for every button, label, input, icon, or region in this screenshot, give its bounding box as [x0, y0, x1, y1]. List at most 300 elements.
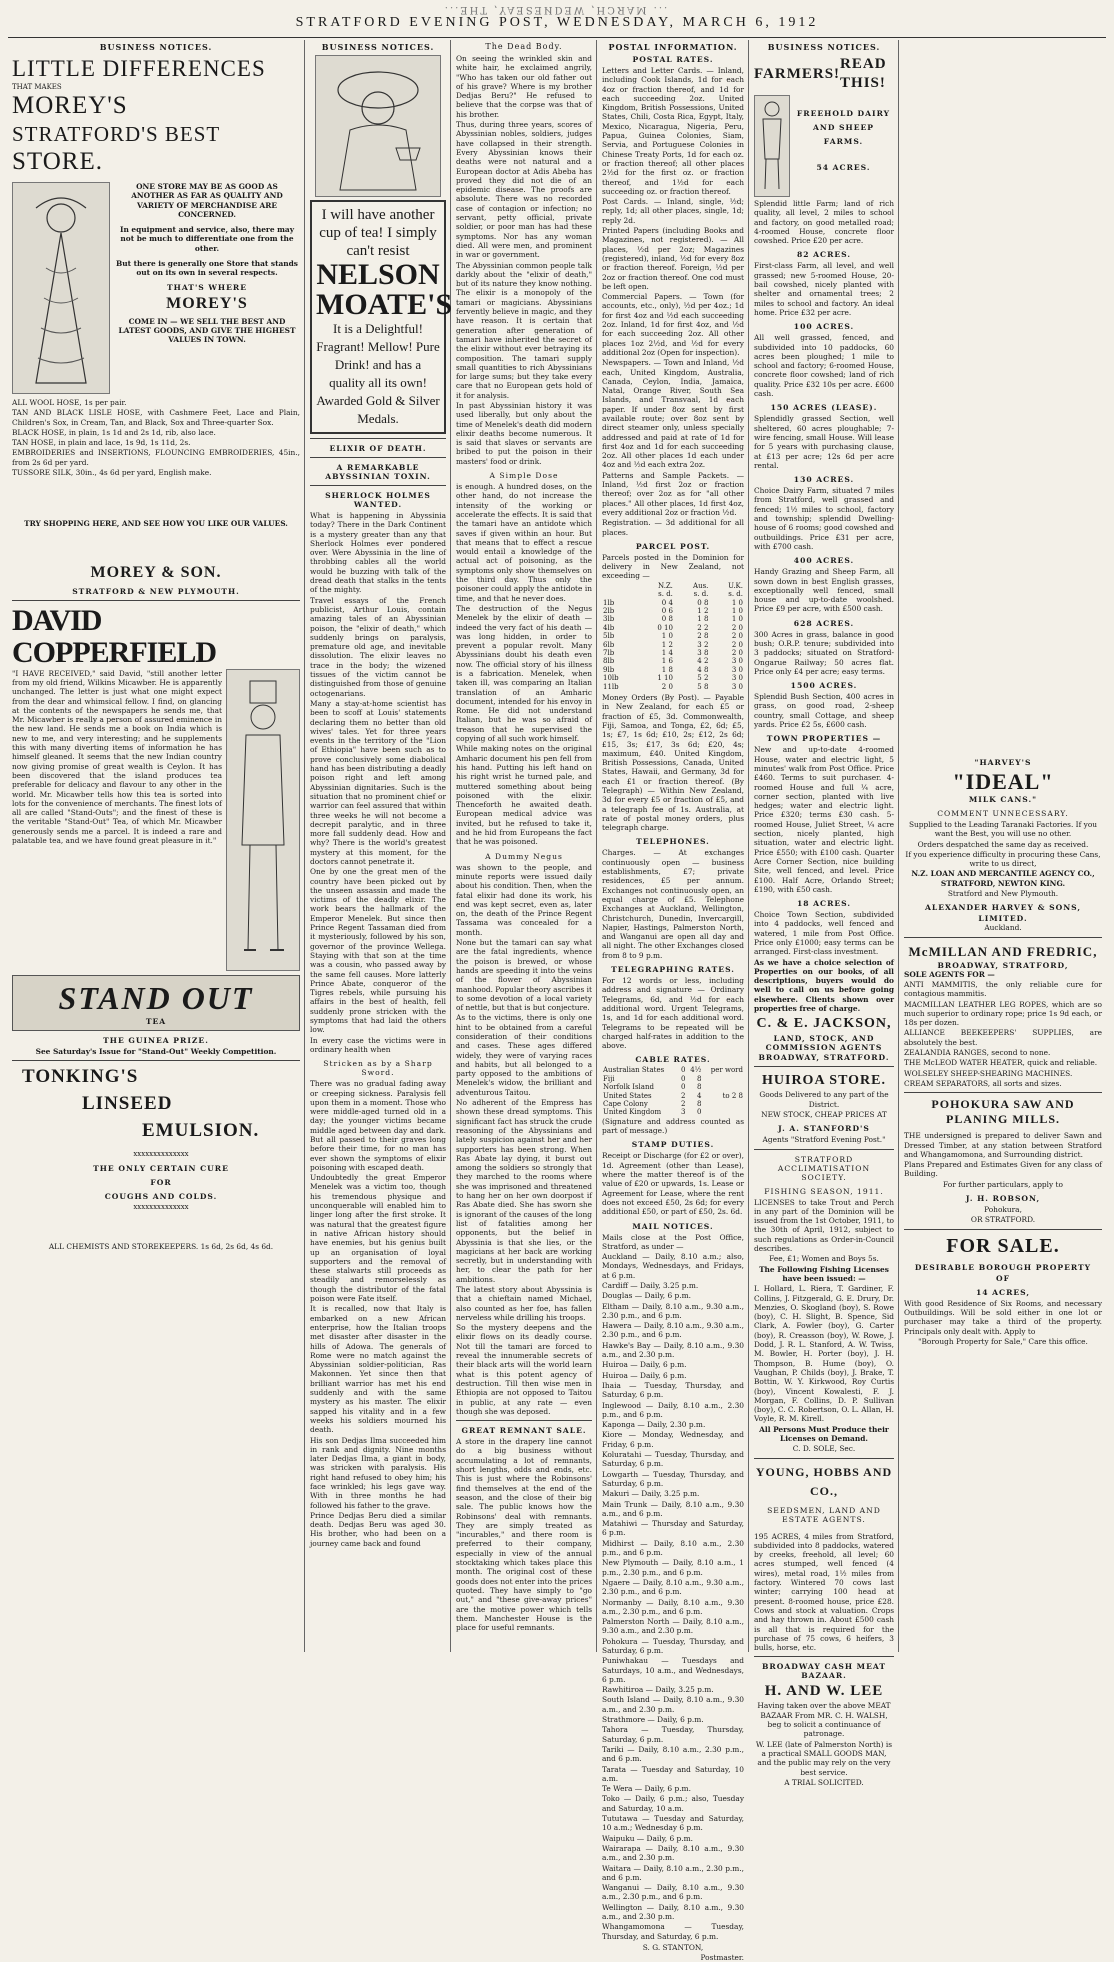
ad-item: ZEALANDIA RANGES, second to none. — [904, 1048, 1051, 1058]
column-rule — [304, 40, 305, 1652]
ad-headline: STORE. — [12, 148, 103, 175]
postal-rate: Registration. — 3d additional for all places. — [602, 518, 744, 537]
mail-notice-item: Hawera — Daily, 8.10 a.m., 9.30 a.m., 2.30 p.m., and 6 p.m. — [602, 1321, 744, 1340]
table-row — [602, 674, 744, 682]
listing-size: 18 ACRES. — [796, 899, 852, 909]
table-cell: 5 2 — [697, 674, 709, 683]
ad-text: THAT MAKES — [12, 83, 62, 91]
table-row — [602, 1092, 744, 1100]
article-paragraph: Prince Dedjas Beru died a similar death. Dedjas Beru was aged 30. His brother, who had been on a journey came back and found — [310, 1510, 446, 1548]
article-paragraph: No adherent of the Empress has shown these dread symptoms. This significant fact has struck the crude reasoning of the Abyssinians and lately suspicion against her and her supporters has been strong. When Ras Abate lay dying, it burst out among the soldiers so strongly that they marched to the rooms where she was imprisoned and threatened to hang her on her own doorpost if Ras Abate died. She has sworn she is ignorant of the causes of the long list of fatalities among her opponents, but the belief in Abyssinia is that she lies, or the magicians at her back are working secretly, but in understanding with her, to clear the path for her ambitions. — [456, 1098, 592, 1284]
article-paragraph: In every case the victims were in ordinary health when — [310, 1035, 446, 1054]
ad-subheadline: 14 ACRES, — [975, 1287, 1031, 1297]
table-row — [602, 1066, 744, 1074]
huiroa-store-advertisement — [754, 1071, 894, 1144]
table-row — [602, 657, 744, 665]
nelson-moate-tea-advertisement — [310, 55, 453, 434]
ad-item: MACMILLAN LEATHER LEG ROPES, which are so much superior to ordinary rope; price 1s 9d each, or 18s per dozen. — [904, 999, 1102, 1028]
table-cell: 1 4 — [661, 648, 673, 657]
mcmillan-fredric-advertisement — [904, 942, 1102, 1089]
table-cell: 0 10 — [657, 623, 673, 632]
postal-rate: Newspapers. — Town and Inland, ½d each, United Kingdom, Australia, Canada, Ceylon, India, Jamaica, Natal, Orange River, South Sea Islands, and Transvaal, 1d each paper. If under 8oz sent by first available route; over 8oz sent by direct steamer only, unless specially addressed and paid at rate of 1d for first 4oz and 1d for each succeeding 2oz. All other places 1d each under 4oz and ½d each extra 2oz. — [602, 358, 744, 470]
firm-name: LIMITED. — [978, 914, 1028, 924]
table-row — [602, 615, 744, 623]
table-row — [602, 666, 744, 674]
table-cell: 2 0 — [731, 623, 743, 632]
table-cell: 0 8 — [661, 615, 673, 624]
table-header-row — [602, 590, 744, 598]
firm-name: J. H. ROBSON, — [965, 1194, 1041, 1204]
mail-notice-item: Midhirst — Daily, 8.10 a.m., 2.30 p.m., and 6 p.m. — [602, 1538, 744, 1558]
mail-notice-item: Toko — Daily, 6 p.m.; also, Tuesday and Saturday, 10 a.m. — [602, 1794, 744, 1813]
table-cell: per word — [710, 1066, 743, 1075]
article-paragraph: The latest story about Abyssinia is that a chieftain named Michael, also counted as her foe, has fallen nerveless while drilling his troops. — [456, 1285, 592, 1322]
brand-subtitle: TEA — [145, 1016, 167, 1026]
mail-notice-item: Tahora — Tuesday, Thursday, Saturday, 6 p.m. — [602, 1725, 744, 1744]
morey-advertisement — [12, 55, 300, 596]
tea-ad-panel — [310, 200, 453, 434]
table-cell: s. d. — [693, 590, 709, 599]
table-cell: 3lb — [603, 615, 615, 624]
section-header: BUSINESS NOTICES. — [321, 42, 435, 52]
ad-text: ALL CHEMISTS AND STOREKEEPERS. 1s 6d, 2s 6d, 4s 6d. — [48, 1241, 274, 1251]
table-cell: 8lb — [603, 657, 615, 666]
table-cell: Aus. — [693, 581, 709, 590]
firm-address: BROADWAY, STRATFORD, — [937, 960, 1069, 970]
postal-rate: Receipt or Discharge (for £2 or over), 1d. Agreement (other than Lease), where the matter thereof is of the value of £20 or upwards, 1s. Lease or Agreement for Lease, where the rent does not exceed £50, 2s 6d; for every additional £50, or part of £50, 2s. 6d. — [602, 1151, 744, 1217]
article-paragraph: was shown to the people, and minute reports were issued daily about his condition. Then, when the fatal elixir had done its work, his end was kept secret, even as, later on, the death of the Prince Regent Tassama was concealed for a month. — [456, 862, 592, 937]
ad-item: EMBROIDERIES and INSERTIONS, FLOUNCING EMBROIDERIES, 45in., from 2s 6d per yard. — [12, 448, 300, 467]
postal-rate: Letters and Letter Cards. — Inland, including Cook Islands, 1d for each 4oz or fraction thereof, and 1d for each succeeding 2oz. United Kingdom, British Possessions, United States, Chili, Costa Rica, Egypt, Italy, Mexico, Nicaragua, Nigeria, Peru, Papua, Guinea Colonies, Siam, Servia, and Portuguese Colonies in Chinese Treaty Ports, 1d for each oz. or fraction thereof; all other places 2½d for the first oz. or fraction thereof, and 1½d for each succeeding oz. or fraction thereof. — [602, 66, 744, 196]
listing-text: Splendid Bush Section, 400 acres in grass, on good road, 2-sheep country, small Cottage, and sheep yards. Price £2 5s, £600 cash. — [754, 692, 894, 730]
stand-out-tea-advertisement — [12, 605, 300, 1056]
tonkings-emulsion-advertisement — [12, 1067, 300, 1251]
table-cell: 2 0 — [731, 640, 743, 649]
column-2 — [306, 40, 453, 1652]
listing-size: TOWN PROPERTIES — — [766, 734, 882, 744]
ad-text: Stratford and New Plymouth. — [947, 889, 1059, 899]
mail-notice-item: Puniwhakau — Tuesdays and Saturdays, 10 a.m., and Wednesdays, 6 p.m. — [602, 1656, 744, 1684]
ad-item: WOLSELEY SHEEP-SHEARING MACHINES. — [904, 1068, 1073, 1078]
mail-notice-item: Kiore — Monday, Wednesday, and Friday, 6 p.m. — [602, 1430, 744, 1449]
column-rule — [450, 40, 451, 1652]
ad-item: CREAM SEPARATORS, all sorts and sizes. — [904, 1078, 1062, 1088]
ad-text: NEW STOCK, CHEAP PRICES AT — [761, 1109, 887, 1119]
table-cell: 8 — [697, 1074, 702, 1083]
article-paragraph: There was no gradual fading away or creeping sickness. Paralysis fell upon them in a moment. Those who were middle-aged turned old in a day; the younger victims became middle aged between day and dark. But all passed to their graves long before their time, for no man has ever shown the symptoms of elixir poisoning with escaped death. — [310, 1079, 446, 1172]
ad-headline: FOR SALE. — [946, 1234, 1060, 1257]
ad-subheadline: MILK CANS." — [968, 795, 1038, 804]
column-rule — [898, 40, 899, 1652]
article-paragraph: Thus, during three years, scores of Abyssinian nobles, soldiers, judges have collapsed in their strength. Every Abyssinian knows their deaths were not natural and a European doctor at Adis Abeba has proved they did not die of an epidemic disease. The proofs are absolute. There was no recorded case of contagion or infection; no servant, petty official, private soldier, or poor man has had these symptoms. Nor has any woman died. All were men, and prominent in war or government. — [456, 120, 592, 260]
mail-notice-item: Lowgarth — Tuesday, Thursday, and Saturday, 6 p.m. — [602, 1469, 744, 1488]
ad-item: BLACK HOSE, in plain, 1s 1d and 2s 1d, rib, also lace. — [12, 427, 216, 437]
ad-item: TAN HOSE, in plain and lace, 1s 9d, 1s 11d, 2s. — [12, 438, 191, 448]
mail-notice-item: Waitara — Daily, 8.10 a.m., 2.30 p.m., and 6 p.m. — [602, 1863, 744, 1882]
table-cell: 1 8 — [697, 615, 709, 624]
article-paragraph: While making notes on the original Amharic document his pen fell from his hand. Putting his left hand on his right wrist he turned pale, and muttered something about being poisoned with the elixir. Thenceforth he awaited death. European medical advice was invited, but he refused to take it, and he hid from Europeans the fact that he was poisoned. — [456, 744, 592, 847]
table-row — [602, 683, 744, 691]
cable-rates-table — [602, 1066, 744, 1116]
table-cell: 0 — [680, 1074, 686, 1083]
ad-text: Goods Delivered to any part of the District. — [759, 1090, 889, 1109]
ad-text: THE undersigned is prepared to deliver Sawn and Dressed Timber, at any station between Stratford and Whangamomona, and Surrounding district. — [904, 1131, 1102, 1159]
mail-notice-item: Tariki — Daily, 8.10 a.m., 2.30 p.m., and 6 p.m. — [602, 1744, 744, 1764]
notice-title: FISHING SEASON, 1911. — [764, 1186, 884, 1196]
listing-size: 628 ACRES. — [793, 618, 855, 628]
mail-notice-item: Wanganui — Daily, 8.10 a.m., 9.30 a.m., 2.30 p.m., and 6 p.m. — [602, 1883, 744, 1902]
article-crosshead: Stricken as by a Sharp Sword. — [323, 1059, 433, 1078]
firm-name: C. & E. JACKSON, — [756, 1016, 892, 1032]
table-cell: 4lb — [603, 623, 615, 632]
ad-headline: TONKING'S — [22, 1065, 139, 1087]
brand-name: NELSON MOATE'S — [316, 258, 453, 321]
article-title: GREAT REMNANT SALE. — [461, 1426, 587, 1436]
ad-headline: READ THIS! — [840, 56, 887, 91]
ad-text: For further particulars, apply to — [943, 1179, 1063, 1189]
farmer-illustration — [754, 95, 790, 197]
table-cell: s. d. — [728, 590, 743, 599]
ad-subheadline: "HARVEY'S — [974, 758, 1032, 767]
section-header: POSTAL INFORMATION. — [608, 42, 738, 52]
table-cell: 2 — [680, 1091, 686, 1100]
table-row — [602, 624, 744, 632]
listing-note: As we have a choice selection of Properties on our books, of all descriptions, buyers would do well to call on us before going elsewhere. Clients shown over properties free of charge. — [754, 957, 894, 1014]
mail-notice-item: New Plymouth — Daily, 8.10 a.m., 1 p.m., 2.30 p.m., and 6 p.m. — [602, 1558, 744, 1577]
mail-notice-item: Ngaere — Daily, 8.10 a.m., 9.30 a.m., 2.30 p.m., and 6 p.m. — [602, 1577, 744, 1597]
mail-notice-item: Huiroa — Daily, 6 p.m. — [602, 1360, 687, 1370]
firm-address: STRATFORD & NEW PLYMOUTH. — [72, 586, 240, 596]
article-crosshead: A Dummy Negus — [485, 851, 563, 861]
listing-text: New and up-to-date 4-roomed House, water and electric light, 5 minutes' walk from Post Office. Price £460. Terms to suit purchaser. 4-roomed House and full ¼ acre, corner section, planted with live hedges; water and electric light. Price £320; terms £30 cash. 5-roomed House, Juliet Street, ¼ acre section, nicely planted, high situation, water and electric light. Price £550; with £100 cash. Quarter Acre Corner Section, nice building Site, well fenced, and level. Price £100. Half Acre, Orlando Street; £190, with £50 cash. — [754, 745, 894, 894]
mail-notice-item: Pohokura — Tuesday, Thursday, and Saturday, 6 p.m. — [602, 1636, 744, 1655]
woman-with-teacup-illustration — [315, 55, 441, 197]
column-6 — [900, 40, 1106, 1652]
bleed-through-text: ...ƎHT ,YAƎƧƎИDƎW ,HƆЯAM ... — [444, 4, 670, 15]
article-paragraph: In past Abyssinian history it was used liberally, but only about the time of Menelek's death did modern elixir deaths become numerous. It is said that slaves or servants are bribed to put the poison in their masters' food or drink. — [456, 400, 592, 466]
mail-notice-item: Makuri — Daily, 3.25 p.m. — [602, 1489, 700, 1499]
article-paragraph: One by one the great men of the country have been picked out by the unseen assassin and made the victims of the deadly elixir. The work bears the hallmark of the Emperor Menelek. But since then Prince Regent Tassaman died from it mysteriously, followed by his son, governor of the province Wellega. Staying with that son at the time was a cousin, who passed away by the same fell causes. More latterly Prince Abate, conqueror of the Tigres rebels, while pursuing his affairs in the best of health, fell suddenly prone stricken with the symptoms that had laid the others low. — [310, 867, 446, 1035]
mail-notice-item: Douglas — Daily, 6 p.m. — [602, 1291, 691, 1301]
column-rule — [596, 40, 597, 1652]
listing-size: 130 ACRES. — [793, 475, 855, 485]
article-paragraph: So the mystery deepens and the elixir flows on its deadly course. Not till the tamari are forced to reveal the innumerable secrets of their black arts will the world learn what is this potent agency of destruction. Till then wise men in Ethiopia are not opposed to Taitou in public, at any rate — even though she was deposed. — [456, 1323, 592, 1416]
table-cell: to 2 8 — [722, 1091, 743, 1100]
ad-rule-text: xxxxxxxxxxxxxx — [133, 1202, 189, 1211]
table-cell: s. d. — [658, 590, 673, 599]
section-subheader: MAIL NOTICES. — [632, 1221, 714, 1231]
ad-text: TRY SHOPPING HERE, AND SEE HOW YOU LIKE OUR VALUES. — [24, 519, 288, 529]
for-sale-advertisement — [904, 1234, 1102, 1346]
table-cell — [702, 1108, 744, 1116]
ad-text: COME IN — WE SELL THE BEST AND LATEST GOODS, AND GIVE THE HIGHEST VALUES IN TOWN. — [118, 316, 296, 345]
table-cell: Norfolk Island — [603, 1083, 654, 1092]
article-paragraph: What is happening in Abyssinia today? There in the Dark Continent is a mystery greater than any that Sherlock Holmes ever pondered over. Were Abyssinia in the line of throbbing cables all the world would be buzzing with talk of the dread death that stalks in the tents of the mighty. — [310, 511, 446, 595]
mail-notice-item: Rawhitiroa — Daily, 3.25 p.m. — [602, 1685, 714, 1695]
ad-slogan: It is a Delightful! Fragrant! Mellow! Pure Drink! and has a quality all its own! Awarded Gold & Silver Medals. — [316, 321, 440, 426]
ad-text: SOLE AGENTS FOR — — [904, 969, 995, 979]
ad-headline: MOREY'S — [166, 294, 248, 312]
table-cell: 4 — [697, 1091, 702, 1100]
article-paragraph: Many a stay-at-home scientist has been to scoff at Louis' statements declaring them no better than old wives' tales. Yet for three years events in the territory of the "Lion of Ethiopia" have been such as to prove conclusively some diabolical hand has been distributing a deadly poison right and left among Abyssinian dignitaries. Such is the situation that no prominent chief or warrior can feel assured that within three weeks he will not become a decrepit paralytic, and in three more fall suddenly dead. How and why? There is the world's greatest mystery at this moment, for the doctors cannot penetrate it. — [310, 698, 446, 866]
table-cell: 2lb — [603, 606, 615, 615]
listing-text: Splendidly grassed Section, well sheltered, 60 acres ploughable; 7-wire fencing, small House. Will lease for 5 years with purchasing clause, at £13 per acre; 12s 6d per acre rental. — [754, 414, 894, 470]
mail-notice-item: Tarata — Tuesday and Saturday, 10 a.m. — [602, 1764, 744, 1783]
ad-headline: FARMERS! — [754, 65, 841, 82]
listing-size: 400 ACRES. — [793, 556, 855, 566]
table-cell: 1 0 — [731, 598, 743, 607]
notice-text: LICENSES to take Trout and Perch in any part of the Dominion will be issued from the 1st October, 1911, to the 30th of April, 1912, subject to such regulations as Order-in-Council describes. — [754, 1197, 894, 1254]
stand-out-banner — [12, 975, 300, 1031]
table-cell — [602, 590, 638, 598]
firm-name: MOREY & SON. — [90, 563, 222, 581]
mail-notice-item: Waipuku — Daily, 6 p.m. — [602, 1833, 693, 1843]
ad-subheadline: DESIRABLE BOROUGH PROPERTY — [914, 1262, 1092, 1272]
ad-text: Supplied to the Leading Taranaki Factories. If you want the Best, you will use no other. — [908, 820, 1098, 839]
table-cell — [702, 1083, 744, 1091]
table-row — [602, 1108, 744, 1116]
table-cell: 4 8 — [697, 665, 709, 674]
notice-signature: C. D. SOLE, Sec. — [792, 1444, 856, 1454]
pohokura-mills-advertisement — [904, 1097, 1102, 1224]
table-cell: 3 8 — [697, 648, 709, 657]
farm-listings-advertisement — [754, 55, 894, 1062]
article-crosshead: The Dead Body. — [485, 42, 563, 51]
ad-rule-text: xxxxxxxxxxxxxx — [133, 1149, 189, 1158]
table-cell: 8 — [697, 1083, 702, 1092]
table-cell: 1 10 — [657, 674, 673, 683]
article-paragraph: His son Dedjas Ilma succeeded him in rank and dignity. Nine months later Dedjas Ilma, a giant in body, was stricken with paralysis. His right hand refused to obey him; his face wrinkled; his legs gave way. With in three months he had followed his father to the grave. — [310, 1435, 446, 1510]
table-cell: 1 2 — [661, 640, 673, 649]
table-cell: 2 0 — [731, 648, 743, 657]
ad-text: THAT'S WHERE — [167, 282, 247, 292]
section-subheader: TELEGRAPHING RATES. — [611, 965, 735, 975]
young-hobbs-advertisement — [754, 1463, 894, 1653]
mail-notice-item: Whangamomona — Tuesday, Thursday, and Saturday, 6 p.m. — [602, 1922, 744, 1941]
ad-subheadline: OF — [995, 1273, 1010, 1283]
mail-notice-item: South Island — Daily, 8.10 a.m., 9.30 a.m., and 2.30 p.m. — [602, 1695, 744, 1714]
notice-text: Fee, £1; Women and Boys 5s. — [769, 1254, 879, 1264]
ad-text: ONE STORE MAY BE AS GOOD AS ANOTHER AS FAR AS QUALITY AND VARIETY OF MERCHANDISE ARE CONCERNED. — [131, 182, 283, 219]
masthead-rule — [8, 37, 1106, 38]
mail-notice-item: Cardiff — Daily, 3.25 p.m. — [602, 1281, 699, 1290]
table-cell: 1 6 — [661, 657, 673, 666]
table-row — [602, 632, 744, 640]
table-cell: 3 0 — [731, 674, 743, 683]
postal-rate: Money Orders (By Post). — Payable in New Zealand, for each £5 or fraction of £5, 3d. Commonwealth, Fiji, Samoa, and Tonga, £2, 6d; £5, 1s; £7, 1s 6d; £10, 2s; £12, 2s 6d; £15, 3s; £17, 3s 6d; £20, 4s; maximum, £40. United Kingdom, British Possessions, Canada, United States, Hawaii, and Germany, 3d for each £1 or fraction thereof. (By Telegraph) — Within New Zealand, 3d for every £5 or fraction of £5, and a telegraph fee of 1s. Australia, at rate of postal money orders, plus telegraph charge. — [602, 693, 744, 833]
ad-headline: EMULSION. — [142, 1119, 260, 1141]
table-cell: 3 0 — [731, 682, 743, 691]
firm-name: H. AND W. LEE — [764, 1683, 884, 1700]
ad-text: A TRIAL SOLICITED. — [784, 1777, 864, 1787]
masthead — [0, 4, 1114, 36]
ad-headline: MOREY'S — [12, 92, 128, 119]
ad-item: ALL WOOL HOSE, 1s per pair. — [12, 398, 127, 407]
mail-notice-item: Inglewood — Daily, 8.10 a.m., 2.30 p.m., and 6 p.m. — [602, 1400, 744, 1419]
firm-business: LAND, STOCK, AND COMMISSION AGENTS — [765, 1034, 883, 1053]
ad-item: TAN AND BLACK LISLE HOSE, with Cashmere Feet, Lace and Plain, Children's Sox, in Cream, Tan, and Black, Sox and Three-quarter Sox. — [12, 408, 300, 427]
ad-text: With good Residence of Six Rooms, and necessary Outbuildings. Will be sold either in one lot or purchaser may take a third of the property. Principals only dealt with. Apply to — [904, 1298, 1102, 1336]
section-subheader: STAMP DUTIES. — [631, 1140, 715, 1150]
table-row — [602, 607, 744, 615]
table-cell: 5 8 — [697, 682, 709, 691]
table-cell: 1 0 — [731, 606, 743, 615]
table-cell: 0 — [680, 1066, 686, 1075]
ad-headline: STRATFORD'S BEST — [12, 122, 221, 146]
ad-text: W. LEE (late of Palmerston North) is a practical SMALL GOODS MAN, and the public may rely on the very best service. — [755, 1739, 893, 1777]
article-paragraph: The Abyssinian common people talk darkly about the "elixir of death," but of its nature they know nothing. The elixir is a monopoly of the tamari or magicians. Abyssinians fervently believe in magic, and they have reason. It is certain that generation after generation of tamari have inherited the secret of the elixir without ever betraying its composition. The tamari supply small quantities to rich Abyssinians for large sums; but they take every care that no European gets hold of it for analysis. — [456, 260, 592, 400]
signature-title: Postmaster. — [700, 1953, 744, 1962]
mail-notice-item: Strathmore — Daily, 6 p.m. — [602, 1715, 704, 1725]
mail-notice-item: Hawke's Bay — Daily, 8.10 a.m., 9.30 a.m., and 2.30 p.m. — [602, 1340, 744, 1360]
notice-title: STRATFORD ACCLIMATISATION SOCIETY. — [777, 1154, 871, 1182]
brand-logo: STAND OUT — [58, 979, 254, 1016]
mail-notice-item: Palmerston North — Daily, 8.10 a.m., 9.30 a.m., and 2.30 p.m. — [602, 1617, 744, 1636]
table-cell: 8 — [697, 1100, 702, 1109]
table-cell: 0 6 — [661, 606, 673, 615]
table-cell: 6lb — [603, 640, 615, 649]
column-3 — [452, 40, 596, 1652]
table-cell — [602, 582, 638, 590]
mail-notice-item: Matahiwi — Thursday and Saturday, 6 p.m. — [602, 1519, 744, 1538]
table-cell — [702, 1100, 744, 1108]
listing-text: Handy Grazing and Sheep Farm, all sown down in best English grasses, exceptionally well fenced, small house and up-to-date woolshed. Price £9 per acre, with £500 cash. — [754, 567, 894, 614]
table-cell: 2 2 — [697, 623, 709, 632]
article-paragraph: On seeing the wrinkled skin and white hair, he exclaimed angrily, "Who has taken our old father out of his grave? Where is my brother Dedjas Beru?" He refused to believe that the corpse was that of his brother. — [456, 54, 592, 119]
ad-text: In equipment and service, also, there may not be much to differentiate one from the other. — [119, 225, 294, 253]
mail-notice-item: Ihaia — Tuesday, Thursday, and Saturday, 6 p.m. — [602, 1380, 744, 1400]
table-cell: United States — [603, 1091, 652, 1100]
table-cell: 3 — [680, 1108, 686, 1117]
mail-notice-item: Kaponga — Daily, 2.30 p.m. — [602, 1420, 706, 1430]
article-paragraph: It is recalled, now that Italy is embarked on a new African enterprise, how the Italian troops met disaster after disaster in the hills of Adowa. The generals of Rome were no match against the Abyssinian soldier-politician, Ras Makonnen. Yet since then that brilliant warrior has met his end suddenly and with the same mystery as his master. The elixir sapped his vitality and in a few weeks his soldiers mourned his death. — [310, 1304, 446, 1435]
ad-text: If you experience difficulty in procuring these Cans, write to us direct, — [905, 849, 1101, 869]
ad-text: "I HAVE RECEIVED," said David, "still another letter from my old friend, Wilkins Micawber. He is apparently unchanged. The letter is just what one might expect from the dear and whimsical fellow. I find, on glancing at the contents of the newspapers he sends me, that Mr. Micawber is really a person of assured eminence in the new land. He sends me a book on India which is new to me, and very interesting; and he supplements this with many diverting items of information he has himself gleaned. It seems that the new Indian country now giving promise of great wealth is Ceylon. It has been discovered that the island produces tea preferable for delicacy and flavour to any other in the world. Mr. Micawber tells how this tea is sorted into lots for the convenience of merchants. The finest lots of all are called "Stand-Outs"; and the finest of these is the veritable "Stand-Out" Tea, of which Mr. Micawber generously sends me a parcel. It is indeed a rare and palatable tea, and we have found great pleasure in it." — [12, 668, 222, 846]
ad-text: THE ONLY CERTAIN CURE — [93, 1163, 229, 1173]
page-title: STRATFORD EVENING POST, WEDNESDAY, MARCH 6, 1912 — [295, 15, 819, 30]
listing-text: Choice Town Section, subdivided into 4 paddocks, well fenced and watered, 1 mile from Post Office. Price only £1000; easy terms can be arranged. First-class investment. — [754, 910, 894, 957]
table-cell: 0 4 — [661, 598, 673, 607]
notice-text: All Persons Must Produce their Licenses on Demand. — [759, 1424, 889, 1443]
ad-text: FOR — [150, 1177, 172, 1187]
column-4 — [598, 40, 748, 1962]
table-cell: 11lb — [603, 682, 619, 691]
listing-text: 195 ACRES, 4 miles from Stratford, subdivided into 8 paddocks, watered by creeks, freehold, all level; 60 acres stumped, well fenced (4 wires), metal road, 1½ miles from factory. Wintered 70 cows last winter; carrying 100 head at present. 8-roomed house, price £28. Cows and stock at valuation. Crops and hay thrown in. About £500 cash is all that is required for the purchase of 75 cows, 6 heifers, 3 bulls, horse, etc. — [754, 1531, 894, 1653]
ad-subheadline: BROADWAY CASH MEAT BAZAAR. — [762, 1662, 886, 1681]
ad-text: See Saturday's Issue for "Stand-Out" Weekly Competition. — [35, 1046, 277, 1056]
postal-rate: Parcels posted in the Dominion for delivery in New Zealand, not exceeding — — [602, 552, 744, 581]
section-subheader: POSTAL RATES. — [632, 55, 714, 64]
table-row — [602, 649, 744, 657]
listing-text: First-class Farm, all level, and well grassed; new 5-roomed House, 20-bail cowshed, nicely planted with shelter and ornamental trees; 2 miles to school and factory. An ideal home. Price £32 per acre. — [754, 261, 894, 317]
listing-size: 100 ACRES. — [793, 322, 855, 332]
table-cell: 1 2 — [697, 606, 709, 615]
column-1 — [8, 40, 304, 1652]
listing-size: 82 ACRES. — [796, 250, 852, 260]
listing-text: Splendid little Farm; land of rich quality, all level, 2 miles to school and factory, on good metalled road; 4-roomed House, concrete floor cowshed. Price £20 per acre. — [754, 199, 894, 246]
table-cell: 4½ — [690, 1066, 702, 1075]
table-cell: 2 0 — [731, 632, 743, 641]
table-row — [602, 641, 744, 649]
ad-subheadline: COMMENT UNNECESSARY. — [937, 809, 1069, 818]
lady-teacup-icon — [320, 60, 436, 192]
table-cell: 1lb — [603, 598, 615, 607]
ad-text: N.Z. LOAN AND MERCANTILE AGENCY CO., STRATFORD, NEWTON KING. — [911, 869, 1095, 888]
table-row — [602, 1100, 744, 1108]
article-paragraph: None but the tamari can say what are the fatal ingredients, whence the poison is brewed, or whose hands are speeding it into the veins of the flower of Abyssinian manhood. Popular theory ascribes it to some devotion of a local variety of nettle, but that is but conjecture. — [456, 938, 592, 1013]
postal-rate: Commercial Papers. — Town (for accounts, etc., only), ½d per 4oz.; 1d for first 4oz and ½d each succeeding 2oz. Inland, 1d for first 4oz, and ½d for each succeeding 2oz. All other places 1oz 2½d, and ½d for every additional 2oz (Open for inspection). — [602, 292, 744, 357]
table-row — [602, 1075, 744, 1083]
farmer-figure-icon — [757, 99, 787, 193]
mail-notice-item: Wellington — Daily, 8.10 a.m., 9.30 a.m., and 2.30 p.m. — [602, 1902, 744, 1921]
mail-notice-item: Wairarapa — Daily, 8.10 a.m., 9.30 a.m., and 2.30 p.m. — [602, 1843, 744, 1863]
table-cell: 3 2 — [697, 640, 709, 649]
postal-rate: Printed Papers (including Books and Magazines, not registered). — All places, ½d per 2oz; Magazines (registered), inland, ½d for every 8oz or fraction thereof. Foreign, ½d per 2oz or fraction thereof. One cod must be left open. — [602, 226, 744, 291]
listing-size: 1500 ACRES. — [790, 681, 858, 691]
table-cell: U.K. — [728, 581, 743, 590]
mail-notice-item: Auckland — Daily, 8.10 a.m.; also, Mondays, Wednesdays, and Fridays, at 6 p.m. — [602, 1252, 744, 1280]
signature: S. G. STANTON, — [642, 1942, 704, 1952]
listing-text: 300 Acres in grass, balance in good bush; O.R.P. tenure; subdivided into 3 paddocks; situated on Stratford-Ongarue Railway; 50 acres flat. Price only £4 per acre; easy terms. — [754, 629, 894, 676]
article-paragraph: Undoubtedly the great Emperor Menelek was a victim too, though his tremendous physique and unconquerable will enabled him to linger long after the first stroke. It was natural that the greatest figure in native African history should have enemies, but his genius built up an organisation of loyal supporters and the removal of these stalwarts still proceeds as steadily and remorselessly as though the distributor of the fatal poison were Fate itself. — [310, 1173, 446, 1304]
mail-list — [602, 1252, 744, 1941]
postal-rate: Mails close at the Post Office, Stratford, as under — — [602, 1232, 744, 1251]
firm-address: OR STRATFORD. — [970, 1215, 1036, 1225]
postal-rate: Charges. — At exchanges continuously open — business establishments, £7; private residences, £5 per annum. Exchanges not continuously open, an equal charge of £5. Telephone Exchanges at Auckland, Wellington, Christchurch, Dunedin, Invercargill, Napier, Hastings, Palmerston North, and Wanganui are open all day and all night. The other Exchanges closed from 8 to 9 p.m. — [602, 848, 744, 960]
table-cell: Fiji — [603, 1074, 615, 1083]
table-cell: 4 2 — [697, 657, 709, 666]
table-cell: 0 — [680, 1083, 686, 1092]
article-subtitle: SHERLOCK HOLMES WANTED. — [325, 491, 431, 509]
ad-item: ANTI MAMMITIS, the only reliable cure for contagious mammitis. — [904, 979, 1102, 999]
notice-text: I. Hollard, L. Riera, T. Gardiner, F. Collins, J. Fitzgerald, G. E. Drury, Dr. Menzies, O. Skogland (boy), S. Rowe (boy), C. H. Slight, B. Spence, Sid Clark, A. Fowler (boy), G. Carter (boy), R. Creasson (boy), W. Rowe, J. Dodd, J. R. L. Stanford, A. W. Twiss, M. Bowler, H. Porter (boy), J. H. Thompson, B. Hume (boy), O. Vaughan, P. Childs (boy), J. Brake, T. Bottin, W. Y. Kirkwood, Roy Curtis (boy), Vincent Kowalesti, F. J. Morgan, F. Collins, D. P. Sullivan (boy), C. C. Robertson, O. L. Allan, H. Voyle, R. M. Kirell. — [754, 1284, 894, 1424]
ad-item: TUSSORE SILK, 30in., 4s 6d per yard, English make. — [12, 468, 212, 478]
ad-headline: HUIROA STORE. — [762, 1073, 886, 1089]
section-subheader: TELEPHONES. — [636, 837, 710, 847]
ad-text: Plans Prepared and Estimates Given for any class of Building. — [904, 1160, 1102, 1179]
table-cell: 2 8 — [697, 632, 709, 641]
table-row — [602, 599, 744, 607]
ad-text: Having taken over the above MEAT BAZAAR From MR. C. H. WALSH, beg to solicit a continuance of patronage. — [757, 1701, 891, 1739]
table-cell: 9lb — [603, 665, 615, 674]
ad-text: But there is generally one Store that stands out on its own in several respects. — [116, 259, 298, 278]
table-cell: 1 8 — [661, 665, 673, 674]
table-cell: 0 — [697, 1108, 702, 1117]
article-paragraph: As to the victims, there is only one hint to be obtained from a careful consideration of their conditions and cases. These ages differed widely, they were of varying races and habits, but all belonged to a party opposed to the ambitions of Menelek's widow, the brilliant and adventurous Taitou. — [456, 1013, 592, 1097]
micawber-illustration — [226, 669, 300, 971]
ad-slogan: I will have another cup of tea! I simply can't resist — [319, 207, 437, 259]
postal-rate: Post Cards. — Inland, single, ½d; reply, 1d; all other places, single, 1d; reply 2d. — [602, 197, 744, 225]
table-cell: N.Z. — [658, 581, 673, 590]
elixir-article — [310, 444, 446, 1548]
article-paragraph: A store in the drapery line cannot do a big business without accumulating a lot of remnants, short lengths, odds and ends, etc. This is just where the Robinsons' find themselves at the end of the season, and the close of their big sale. The public knows how the Robinsons' deal with remnants. They are simply treated as "incurables," and there room is preferred to their company, especially in view of the annual stocktaking which takes place this month. The original cost of these goods does not enter into the prices quoted. They have simply to "go out," and "these give-away prices" are the motive power which tells them. Manchester House is the place for useful remnants. — [456, 1437, 592, 1633]
section-header: BUSINESS NOTICES. — [99, 42, 213, 52]
table-cell: 3 0 — [731, 657, 743, 666]
table-cell: 2 0 — [661, 682, 673, 691]
table-row — [602, 1083, 744, 1091]
table-cell: 0 8 — [697, 598, 709, 607]
ad-headline: LITTLE DIFFERENCES — [12, 56, 266, 81]
ad-text: THE GUINEA PRIZE. — [103, 1035, 209, 1045]
meat-bazaar-advertisement — [754, 1662, 894, 1787]
acclimatisation-notice — [754, 1155, 894, 1454]
table-cell: Cape Colony — [603, 1100, 648, 1109]
listing-text: Choice Dairy Farm, situated 7 miles from Stratford, well grassed and fenced; 1½ miles to school, factory and township; splendid Dwelling-house of 6 rooms; good cowshed and outbuildings. Price £31 per acre, with £700 cash. — [754, 486, 894, 551]
ad-headline: LINSEED — [82, 1092, 173, 1114]
ad-subheadline: FREEHOLD DAIRY AND SHEEP FARMS. — [796, 109, 891, 146]
table-cell: 2 — [680, 1100, 686, 1109]
mail-notice-item: Normanby — Daily, 8.10 a.m., 9.30 a.m., 2.30 p.m., and 6 p.m. — [602, 1597, 744, 1616]
